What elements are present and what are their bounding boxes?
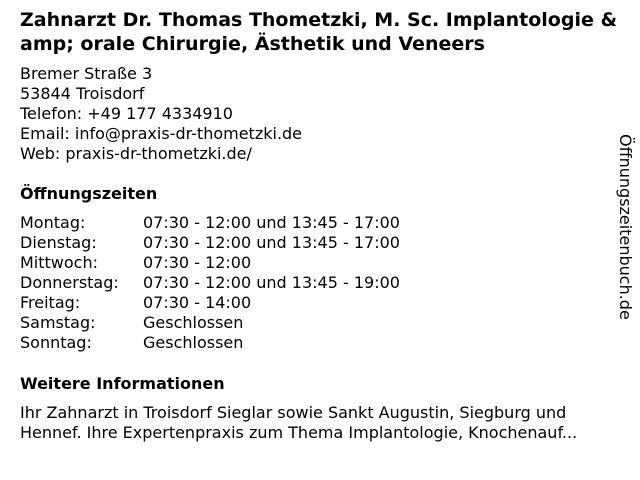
info-text: Ihr Zahnarzt in Troisdorf Sieglar sowie Sankt Augustin, Siegburg und Hennef. Ihre Expertenpraxis zum Thema Implantologie, Knochenauf... (20, 403, 578, 442)
website: Web: praxis-dr-thometzki.de/ (20, 144, 252, 163)
day-label: Dienstag: (20, 233, 97, 252)
day-label: Samstag: (20, 313, 96, 332)
time-value: Geschlossen (143, 313, 244, 332)
day-label: Donnerstag: (20, 273, 119, 292)
hours-row (20, 233, 400, 253)
time-value: 07:30 - 12:00 (143, 253, 252, 272)
hours-heading: Öffnungszeiten (20, 184, 158, 203)
time-value: 07:30 - 14:00 (143, 293, 252, 312)
day-label: Freitag: (20, 293, 81, 312)
info-heading: Weitere Informationen (20, 374, 225, 393)
hours-row (20, 293, 400, 313)
hours-row (20, 213, 400, 233)
hours-row (20, 273, 400, 293)
hours-row (20, 333, 400, 353)
hours-row (20, 253, 400, 273)
day-label: Montag: (20, 213, 86, 232)
page-title: Zahnarzt Dr. Thomas Thometzki, M. Sc. Implantologie &amp; orale Chirurgie, Ästhetik und Veneers (20, 9, 618, 55)
address-block (20, 64, 302, 164)
hours-row (20, 313, 400, 333)
time-value: 07:30 - 12:00 und 13:45 - 17:00 (143, 213, 400, 232)
time-value: 07:30 - 12:00 und 13:45 - 17:00 (143, 233, 400, 252)
day-label: Sonntag: (20, 333, 92, 352)
day-label: Mittwoch: (20, 253, 98, 272)
street: Bremer Straße 3 (20, 64, 153, 83)
time-value: 07:30 - 12:00 und 13:45 - 19:00 (143, 273, 400, 292)
phone: Telefon: +49 177 4334910 (20, 104, 233, 123)
city: 53844 Troisdorf (20, 84, 145, 103)
hours-table (20, 213, 400, 353)
email: Email: info@praxis-dr-thometzki.de (20, 124, 303, 143)
watermark-text: Öffnungszeitenbuch.de (616, 134, 635, 320)
time-value: Geschlossen (143, 333, 244, 352)
